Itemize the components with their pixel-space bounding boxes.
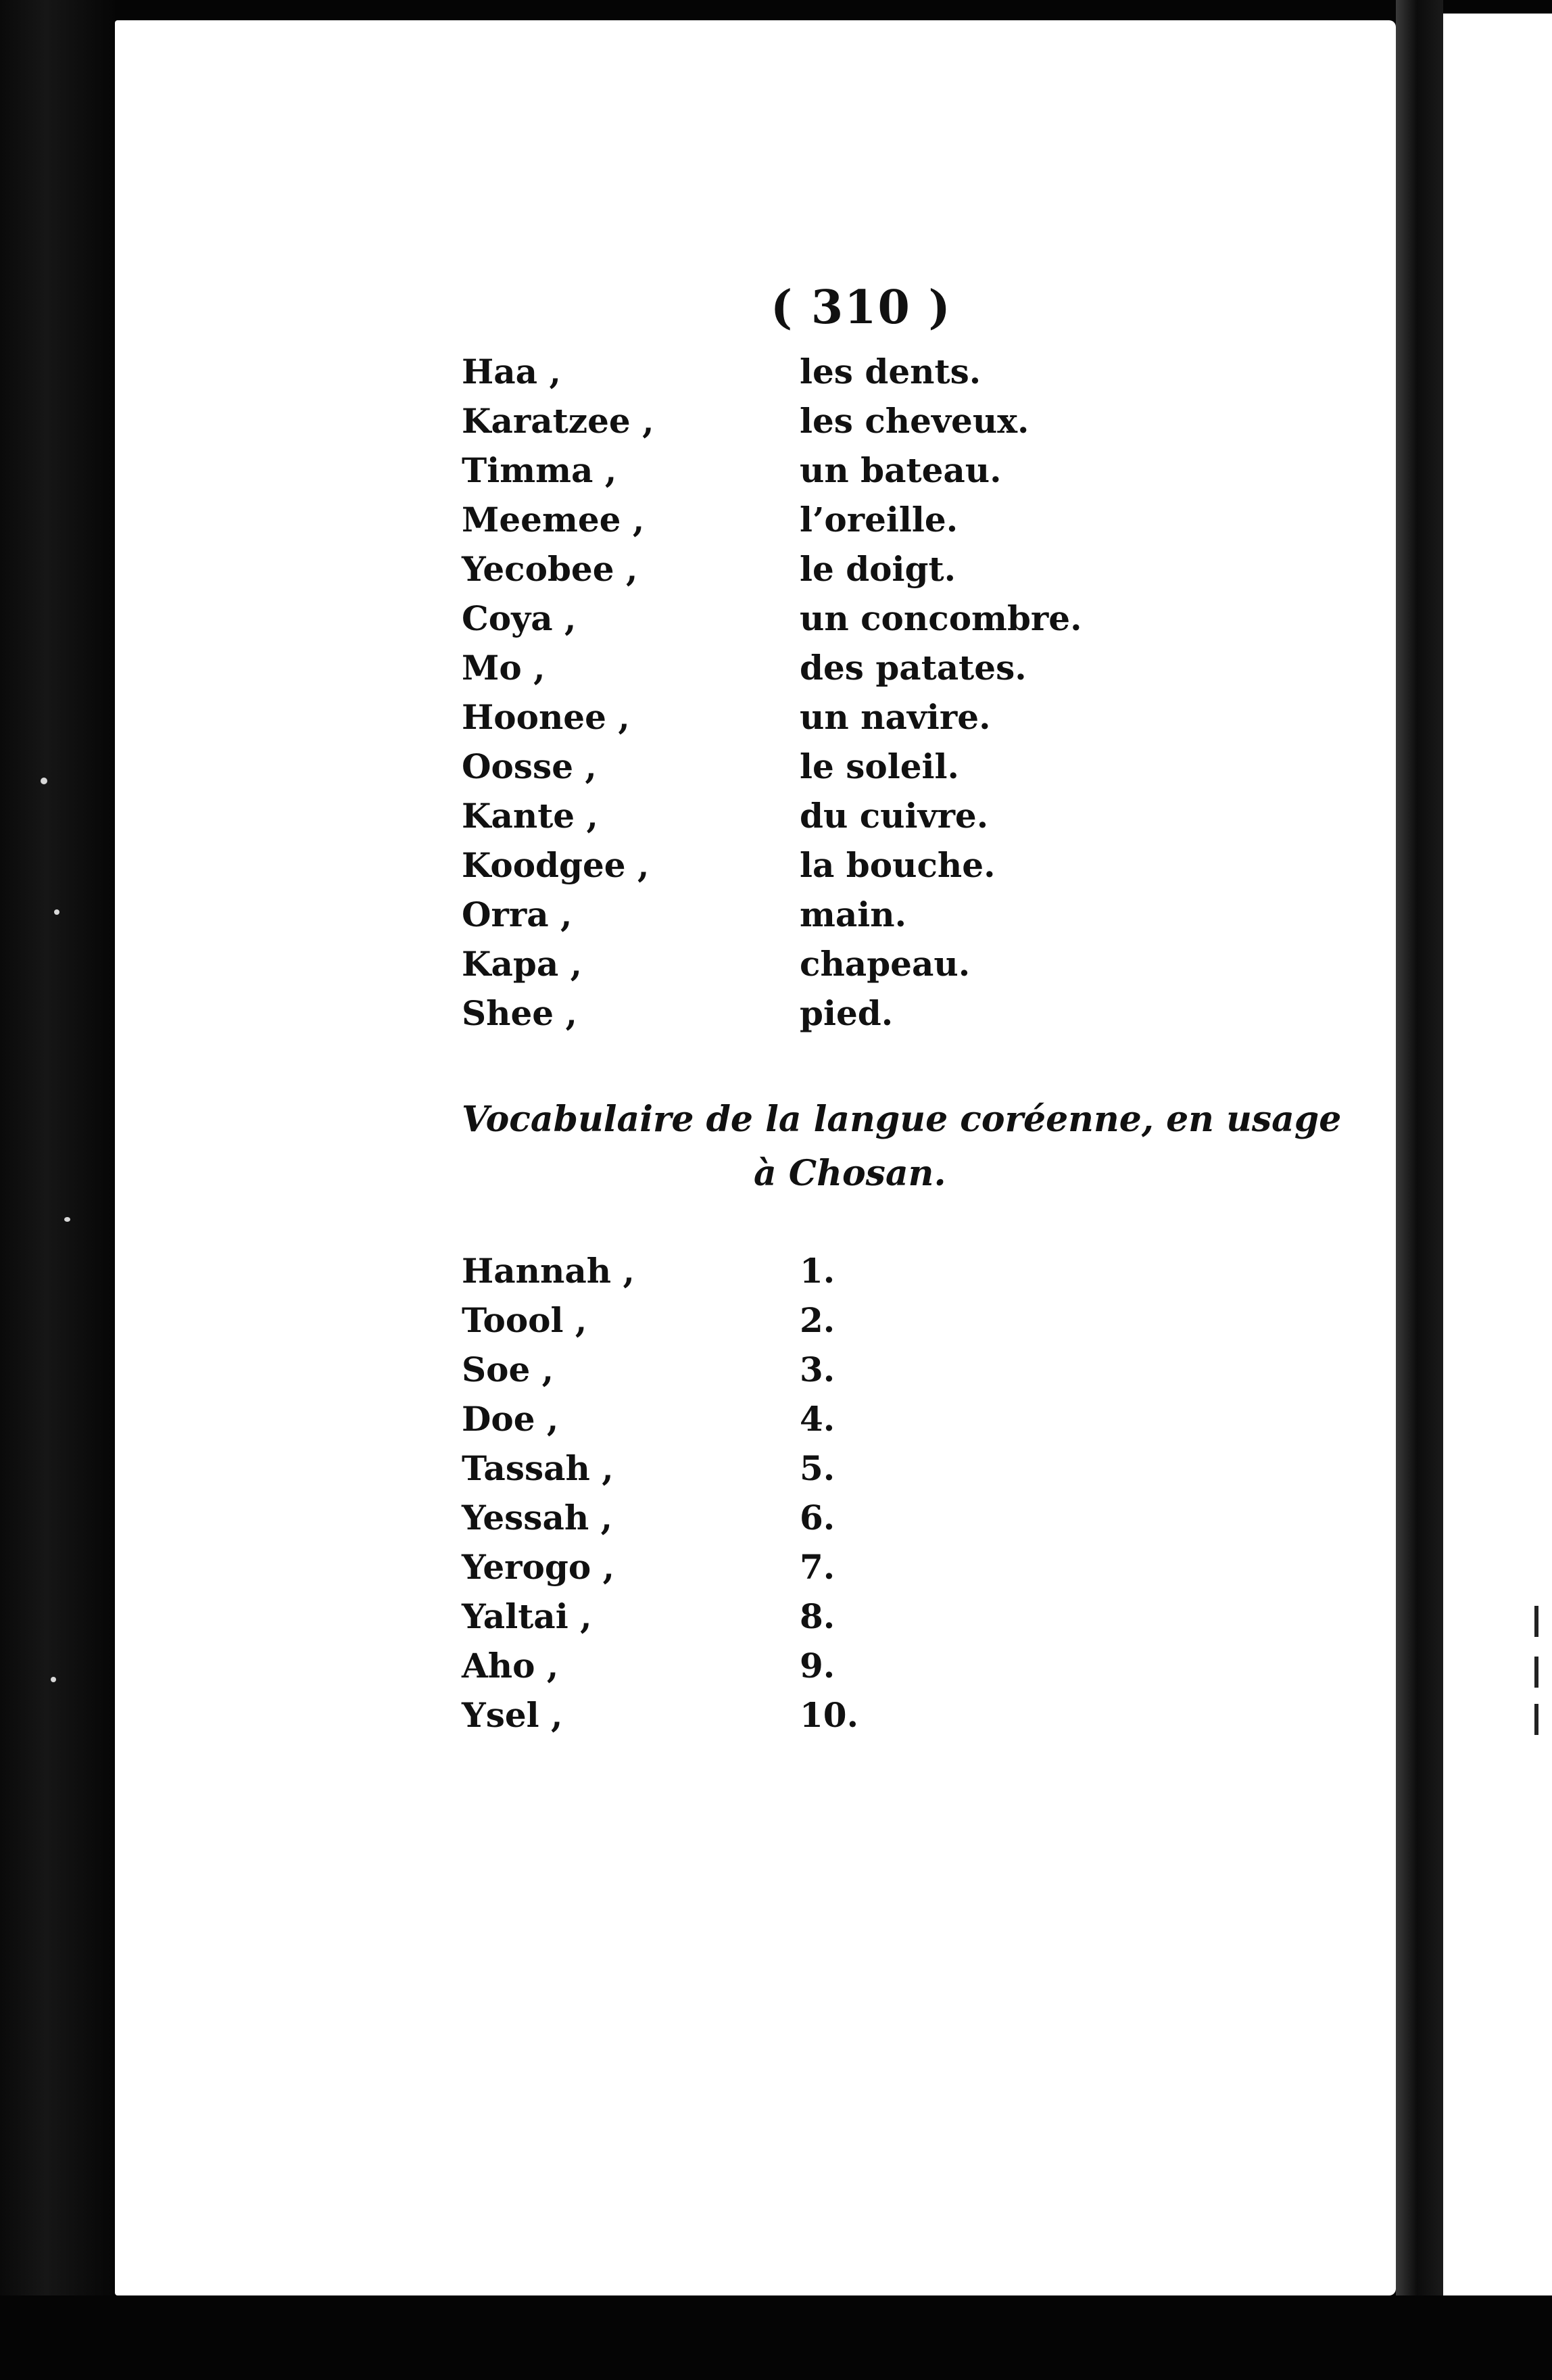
vocab-term: Yecobee , — [462, 549, 638, 589]
vocab-term: Haa , — [462, 352, 561, 391]
facing-page-fragment — [1534, 1657, 1552, 1688]
vocab-term: Yerogo , — [462, 1547, 614, 1587]
vocab-term: Shee , — [462, 993, 577, 1033]
book-spine — [0, 0, 115, 2380]
vocab-term: Meemee , — [462, 500, 645, 540]
section-heading-line-2: à Chosan. — [754, 1153, 946, 1194]
vocab-term: Soe , — [462, 1350, 554, 1389]
vocab-meaning: du cuivre. — [800, 796, 989, 836]
vocab-term: Mo , — [462, 648, 545, 688]
vocab-meaning: 6. — [800, 1498, 835, 1538]
vocab-meaning: pied. — [800, 993, 894, 1033]
vocab-meaning: des patates. — [800, 648, 1027, 688]
vocab-term: Doe , — [462, 1399, 559, 1439]
vocab-term: Orra , — [462, 895, 573, 934]
scan-bottom-edge — [0, 2295, 1552, 2380]
vocab-meaning: chapeau. — [800, 944, 971, 984]
vocab-term: Karatzee , — [462, 401, 654, 441]
vocab-meaning: main. — [800, 895, 907, 934]
vocab-term: Hannah , — [462, 1251, 635, 1291]
page-number: ( 310 ) — [771, 281, 952, 335]
vocab-meaning: les dents. — [800, 352, 981, 391]
vocab-term: Aho , — [462, 1646, 559, 1686]
vocab-meaning: 8. — [800, 1596, 835, 1636]
vocab-term: Toool , — [462, 1300, 587, 1340]
dust-speck — [51, 1677, 56, 1682]
vocab-meaning: un bateau. — [800, 450, 1002, 490]
vocab-meaning: l’oreille. — [800, 500, 959, 540]
vocab-meaning: les cheveux. — [800, 401, 1029, 441]
vocab-meaning: le doigt. — [800, 549, 956, 589]
facing-page-fragment — [1534, 1704, 1552, 1735]
vocab-term: Hoonee , — [462, 697, 630, 737]
vocab-meaning: la bouche. — [800, 845, 996, 885]
vocab-meaning: 9. — [800, 1646, 835, 1686]
vocab-meaning: 7. — [800, 1547, 835, 1587]
vocab-term: Timma , — [462, 450, 617, 490]
dust-speck — [41, 778, 47, 784]
vocab-meaning: un navire. — [800, 697, 991, 737]
page-gutter — [1396, 0, 1443, 2380]
facing-page-edge — [1443, 14, 1552, 2333]
facing-page-fragment — [1534, 1606, 1552, 1637]
vocab-term: Coya , — [462, 598, 577, 638]
section-heading-line-1: Vocabulaire de la langue coréenne, en usage — [462, 1099, 1342, 1140]
dust-speck — [64, 1217, 70, 1222]
vocab-meaning: 5. — [800, 1448, 835, 1488]
vocab-term: Tassah , — [462, 1448, 614, 1488]
vocab-meaning: un concombre. — [800, 598, 1082, 638]
vocab-meaning: le soleil. — [800, 746, 959, 786]
vocab-term: Koodgee , — [462, 845, 650, 885]
vocab-term: Ysel , — [462, 1695, 563, 1735]
vocab-term: Kapa , — [462, 944, 583, 984]
vocab-meaning: 2. — [800, 1300, 835, 1340]
vocab-term: Yaltai , — [462, 1596, 592, 1636]
dust-speck — [54, 909, 59, 915]
vocab-term: Kante , — [462, 796, 598, 836]
vocab-meaning: 3. — [800, 1350, 835, 1389]
vocab-term: Oosse , — [462, 746, 597, 786]
vocab-meaning: 4. — [800, 1399, 835, 1439]
vocab-meaning: 10. — [800, 1695, 858, 1735]
vocab-meaning: 1. — [800, 1251, 835, 1291]
vocab-term: Yessah , — [462, 1498, 613, 1538]
